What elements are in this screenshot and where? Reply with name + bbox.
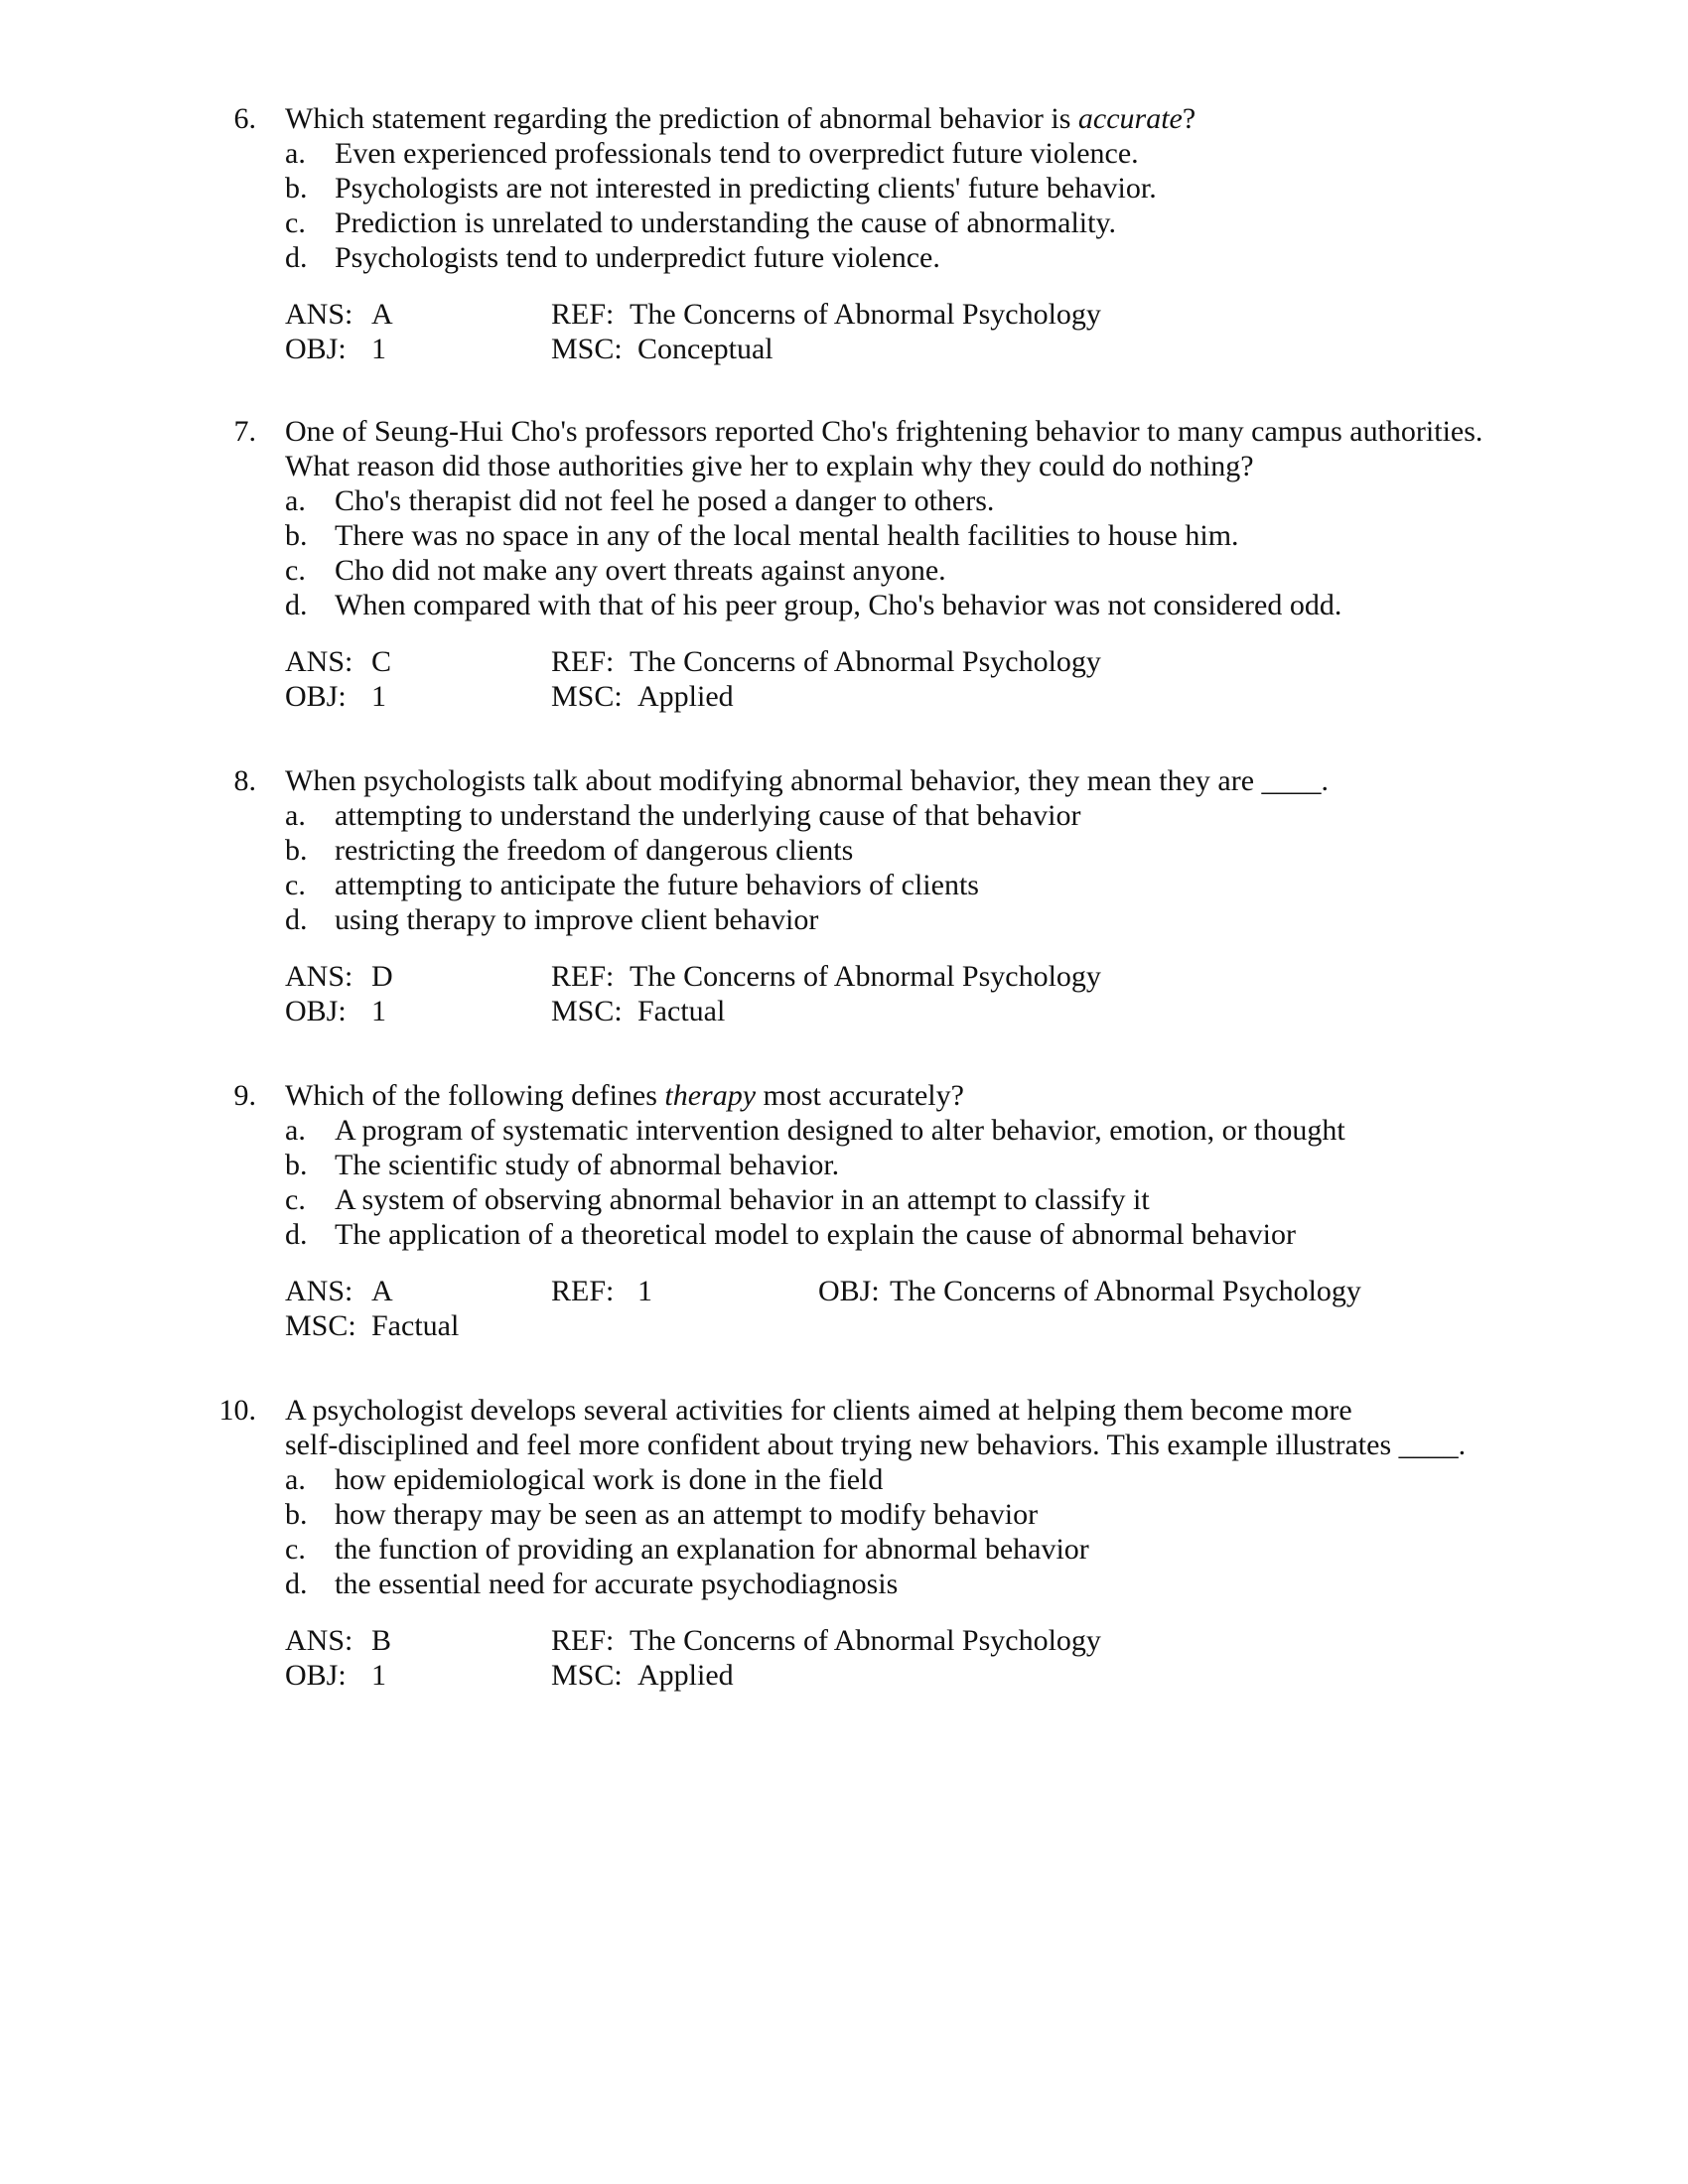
reference-value: The Concerns of Abnormal Psychology <box>630 645 1101 678</box>
option-a <box>285 1462 883 1497</box>
objective-label: OBJ: <box>285 1659 347 1692</box>
option-text: restricting the freedom of dangerous clients <box>335 834 854 867</box>
objective-field <box>285 1658 386 1693</box>
stem-text: ? <box>1182 102 1196 135</box>
option-text: The application of a theoretical model to explain the cause of abnormal behavior <box>335 1218 1296 1251</box>
option-text: Even experienced professionals tend to overpredict future violence. <box>335 137 1139 170</box>
option-a <box>285 1113 1345 1148</box>
msc-value: Factual <box>637 995 726 1027</box>
answer-value: C <box>371 645 392 678</box>
answer-field <box>285 1274 393 1308</box>
option-text: A program of systematic intervention designed to alter behavior, emotion, or thought <box>335 1114 1345 1147</box>
objective-field <box>285 332 386 366</box>
objective-field <box>818 1274 1361 1308</box>
option-d <box>285 902 818 937</box>
reference-field <box>551 1274 652 1308</box>
reference-value: The Concerns of Abnormal Psychology <box>630 298 1101 331</box>
option-letter: c. <box>285 206 306 239</box>
option-text: There was no space in any of the local mental health facilities to house him. <box>335 519 1239 552</box>
reference-label: REF: <box>551 1275 615 1307</box>
question-stem <box>285 101 1526 136</box>
reference-label: REF: <box>551 645 615 678</box>
msc-field <box>551 1658 734 1693</box>
answer-label: ANS: <box>285 960 353 993</box>
question-number: 6. <box>233 102 256 135</box>
reference-field <box>551 959 1101 994</box>
option-text: Cho did not make any overt threats against anyone. <box>335 554 946 587</box>
msc-label: MSC: <box>551 1659 623 1692</box>
option-text: how epidemiological work is done in the field <box>335 1463 884 1496</box>
answer-label: ANS: <box>285 1624 353 1657</box>
answer-value: D <box>371 960 393 993</box>
option-c <box>285 205 1116 240</box>
reference-label: REF: <box>551 298 615 331</box>
question-stem-line-1: One of Seung-Hui Cho's professors reported Cho's frightening behavior to many campus authorities. <box>285 415 1483 448</box>
option-letter: a. <box>285 484 306 517</box>
stem-emphasis: accurate <box>1077 102 1183 135</box>
question-stem <box>285 1078 1526 1113</box>
option-letter: a. <box>285 799 306 832</box>
option-c <box>285 1182 1150 1217</box>
option-c <box>285 1532 1089 1567</box>
msc-value: Applied <box>637 680 734 713</box>
option-letter: c. <box>285 554 306 587</box>
option-letter: d. <box>285 1568 308 1600</box>
msc-label: MSC: <box>285 1309 356 1342</box>
reference-label: REF: <box>551 960 615 993</box>
reference-field <box>551 297 1101 332</box>
objective-value: 1 <box>371 1659 386 1692</box>
option-letter: d. <box>285 1218 308 1251</box>
answer-field <box>285 297 393 332</box>
option-letter: d. <box>285 241 308 274</box>
objective-value: The Concerns of Abnormal Psychology <box>890 1275 1361 1307</box>
option-b <box>285 518 1239 553</box>
option-b <box>285 833 853 868</box>
option-c <box>285 868 979 902</box>
option-letter: a. <box>285 1114 306 1147</box>
reference-value: 1 <box>637 1275 652 1307</box>
msc-value: Conceptual <box>637 333 774 365</box>
objective-label: OBJ: <box>285 333 347 365</box>
msc-value: Factual <box>371 1309 460 1342</box>
question-number: 10. <box>218 1394 256 1427</box>
question-number: 7. <box>233 415 256 448</box>
reference-field <box>551 644 1101 679</box>
option-letter: b. <box>285 1149 308 1181</box>
option-letter: c. <box>285 869 306 901</box>
option-letter: a. <box>285 137 306 170</box>
option-letter: a. <box>285 1463 306 1496</box>
option-text: Psychologists are not interested in predicting clients' future behavior. <box>335 172 1157 205</box>
option-c <box>285 553 946 588</box>
option-text: Cho's therapist did not feel he posed a danger to others. <box>335 484 995 517</box>
option-letter: d. <box>285 903 308 936</box>
option-text: A system of observing abnormal behavior in an attempt to classify it <box>335 1183 1150 1216</box>
option-text: When compared with that of his peer group, Cho's behavior was not considered odd. <box>335 589 1342 621</box>
msc-value: Applied <box>637 1659 734 1692</box>
objective-field <box>285 679 386 714</box>
stem-text: Which of the following defines <box>285 1079 665 1112</box>
msc-field <box>551 679 734 714</box>
option-text: Prediction is unrelated to understanding the cause of abnormality. <box>335 206 1117 239</box>
msc-field <box>285 1308 459 1343</box>
option-letter: b. <box>285 519 308 552</box>
stem-text: most accurately? <box>756 1079 964 1112</box>
answer-field <box>285 644 391 679</box>
question-stem-line-2: What reason did those authorities give her to explain why they could do nothing? <box>285 450 1254 482</box>
option-text: the function of providing an explanation for abnormal behavior <box>335 1533 1089 1566</box>
reference-value: The Concerns of Abnormal Psychology <box>630 1624 1101 1657</box>
option-a <box>285 483 994 518</box>
option-text: how therapy may be seen as an attempt to modify behavior <box>335 1498 1039 1531</box>
option-b <box>285 171 1157 205</box>
answer-label: ANS: <box>285 298 353 331</box>
answer-field <box>285 959 393 994</box>
option-letter: c. <box>285 1183 306 1216</box>
option-b <box>285 1148 839 1182</box>
objective-value: 1 <box>371 680 386 713</box>
msc-label: MSC: <box>551 995 623 1027</box>
question-number: 8. <box>233 764 256 797</box>
option-letter: b. <box>285 172 308 205</box>
option-text: attempting to anticipate the future behaviors of clients <box>335 869 979 901</box>
option-text: using therapy to improve client behavior <box>335 903 819 936</box>
option-b <box>285 1497 1038 1532</box>
reference-value: The Concerns of Abnormal Psychology <box>630 960 1101 993</box>
option-text: the essential need for accurate psychodiagnosis <box>335 1568 899 1600</box>
question-stem-line-2: self-disciplined and feel more confident about trying new behaviors. This example illustrates ____. <box>285 1429 1467 1461</box>
msc-field <box>551 332 774 366</box>
msc-field <box>551 994 725 1028</box>
msc-label: MSC: <box>551 333 623 365</box>
question-stem: When psychologists talk about modifying abnormal behavior, they mean they are ____. <box>285 764 1330 797</box>
objective-value: 1 <box>371 333 386 365</box>
option-letter: c. <box>285 1533 306 1566</box>
option-d <box>285 240 940 275</box>
option-a <box>285 136 1139 171</box>
option-d <box>285 1217 1296 1252</box>
option-d <box>285 588 1341 622</box>
answer-label: ANS: <box>285 645 353 678</box>
option-text: The scientific study of abnormal behavior. <box>335 1149 840 1181</box>
option-text: attempting to understand the underlying cause of that behavior <box>335 799 1081 832</box>
objective-value: 1 <box>371 995 386 1027</box>
option-letter: d. <box>285 589 308 621</box>
answer-value: B <box>371 1624 392 1657</box>
answer-value: A <box>371 1275 393 1307</box>
stem-text: Which statement regarding the prediction of abnormal behavior is <box>285 102 1078 135</box>
objective-label: OBJ: <box>818 1275 880 1307</box>
option-text: Psychologists tend to underpredict future violence. <box>335 241 940 274</box>
question-number: 9. <box>233 1079 256 1112</box>
option-letter: b. <box>285 1498 308 1531</box>
answer-label: ANS: <box>285 1275 353 1307</box>
option-d <box>285 1567 898 1601</box>
option-a <box>285 798 1080 833</box>
objective-label: OBJ: <box>285 680 347 713</box>
msc-label: MSC: <box>551 680 623 713</box>
option-letter: b. <box>285 834 308 867</box>
reference-field <box>551 1623 1101 1658</box>
answer-field <box>285 1623 391 1658</box>
objective-field <box>285 994 386 1028</box>
question-stem-line-1: A psychologist develops several activities for clients aimed at helping them become more <box>285 1394 1352 1427</box>
stem-emphasis: therapy <box>664 1079 757 1112</box>
objective-label: OBJ: <box>285 995 347 1027</box>
answer-value: A <box>371 298 393 331</box>
reference-label: REF: <box>551 1624 615 1657</box>
